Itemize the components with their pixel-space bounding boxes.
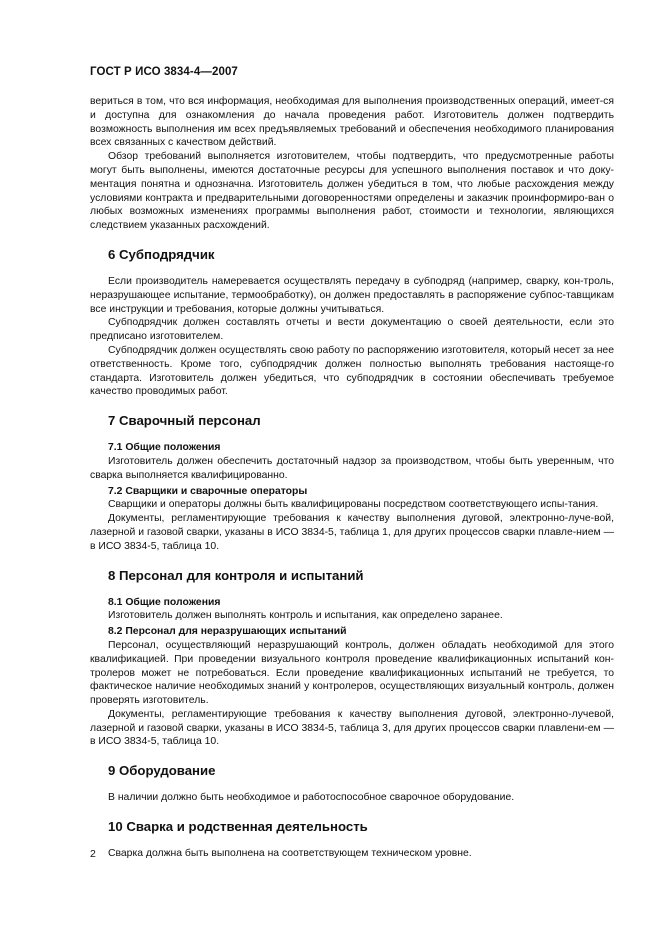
section-7-2-paragraph-2: Документы, регламентирующие требования к качеству выполнения дуговой, электронно-луче-вой, лазерной и газовой сварки, указаны в ИСО 3834-5, таблица 1, для других процессов сварки плавле-нием — в ИСО 3834-5, таблица 10.	[90, 513, 614, 552]
section-8-1-heading: 8.1 Общие положения	[108, 596, 221, 608]
intro-paragraph-1: вериться в том, что вся информация, необходимая для выполнения производственных операций, имеет-ся и доступна для ознакомления до начала проведения работ. Изготовитель должен подтвердить возможность выполнения им всех предъявляемых требований и обеспечения необходимого планирования всех связанных с качеством действий.	[90, 96, 614, 149]
document-header: ГОСТ Р ИСО 3834-4—2007	[90, 66, 238, 78]
section-7-1-paragraph: Изготовитель должен обеспечить достаточный надзор за производством, чтобы быть уверенным, что сварка выполняется квалифицированно.	[90, 455, 614, 481]
section-8-2-paragraph-1: Персонал, осуществляющий неразрушающий контроль, должен обладать необходимой для этого квалификацией. При проведении визуального контроля проведение квалификационных испытаний кон-тролеров может не потребоваться. Если проведение квалификационных испытаний не требуется, то фактическое наличие необходимых знаний у контролеров, осуществляющих визуальный контроль, должен проверять изготовитель.	[90, 639, 614, 707]
section-6-heading: 6 Субподрядчик	[108, 246, 215, 262]
section-7-heading: 7 Сварочный персонал	[108, 413, 261, 429]
section-9-heading: 9 Оборудование	[108, 763, 216, 779]
section-6-paragraph-1: Если производитель намеревается осуществлять передачу в субподряд (например, сварку, кон-троль, неразрушающее испытание, термообработку), он должен предоставлять в распоряжение субпос-тавщикам все инструкции и требования, которые должны учитываться.	[90, 275, 614, 315]
section-6-paragraph-2: Субподрядчик должен составлять отчеты и вести документацию о своей деятельности, если это предписано изготовителем.	[90, 317, 614, 343]
intro-paragraph-2: Обзор требований выполняется изготовителем, чтобы подтвердить, что предусмотренные работы могут быть выполнены, имеются достаточные ресурсы для успешного выполнения поставок и что доку-ментация понятна и однозначна. Изготовитель должен убедиться в том, что любые расхождения между условиями контракта и предварительными договоренностями определены и заказчик проинформиро-ван о любых возможных изменениях программы выполнения работ, стоимости и технологии, являющихся следствием указанных расхождений.	[90, 151, 614, 232]
section-7-2-paragraph-1: Сварщики и операторы должны быть квалифицированы посредством соответствующего испы-тания.	[108, 499, 599, 511]
section-8-heading: 8 Персонал для контроля и испытаний	[108, 567, 364, 583]
section-6-paragraph-3: Субподрядчик должен осуществлять свою работу по распоряжению изготовителя, который несет за нее ответственность. Кроме того, субподрядчик должен полностью выполнять требования настояще-го стандарта. Изготовитель должен убедиться, что субподрядчик в состоянии обеспечивать требуемое качество проводимых работ.	[90, 344, 614, 398]
page-number: 2	[90, 848, 96, 860]
section-10-heading: 10 Сварка и родственная деятельность	[108, 819, 368, 835]
section-7-2-heading: 7.2 Сварщики и сварочные операторы	[108, 485, 308, 497]
section-7-1-heading: 7.1 Общие положения	[108, 442, 221, 454]
section-8-2-paragraph-2: Документы, регламентирующие требования к качеству выполнения дуговой, электронно-лучевой, лазерной и газовой сварки, указаны в ИСО 3834-5, таблица 3, для других процессов сварки плавлени-ем — в ИСО 3834-5, таблица 10.	[90, 708, 614, 748]
section-10-paragraph: Сварка должна быть выполнена на соответствующем техническом уровне.	[108, 848, 472, 860]
section-8-2-heading: 8.2 Персонал для неразрушающих испытаний	[108, 626, 347, 638]
section-8-1-paragraph: Изготовитель должен выполнять контроль и испытания, как определено заранее.	[108, 610, 503, 622]
document-body	[90, 95, 614, 861]
section-9-paragraph: В наличии должно быть необходимое и работоспособное сварочное оборудование.	[108, 792, 515, 804]
